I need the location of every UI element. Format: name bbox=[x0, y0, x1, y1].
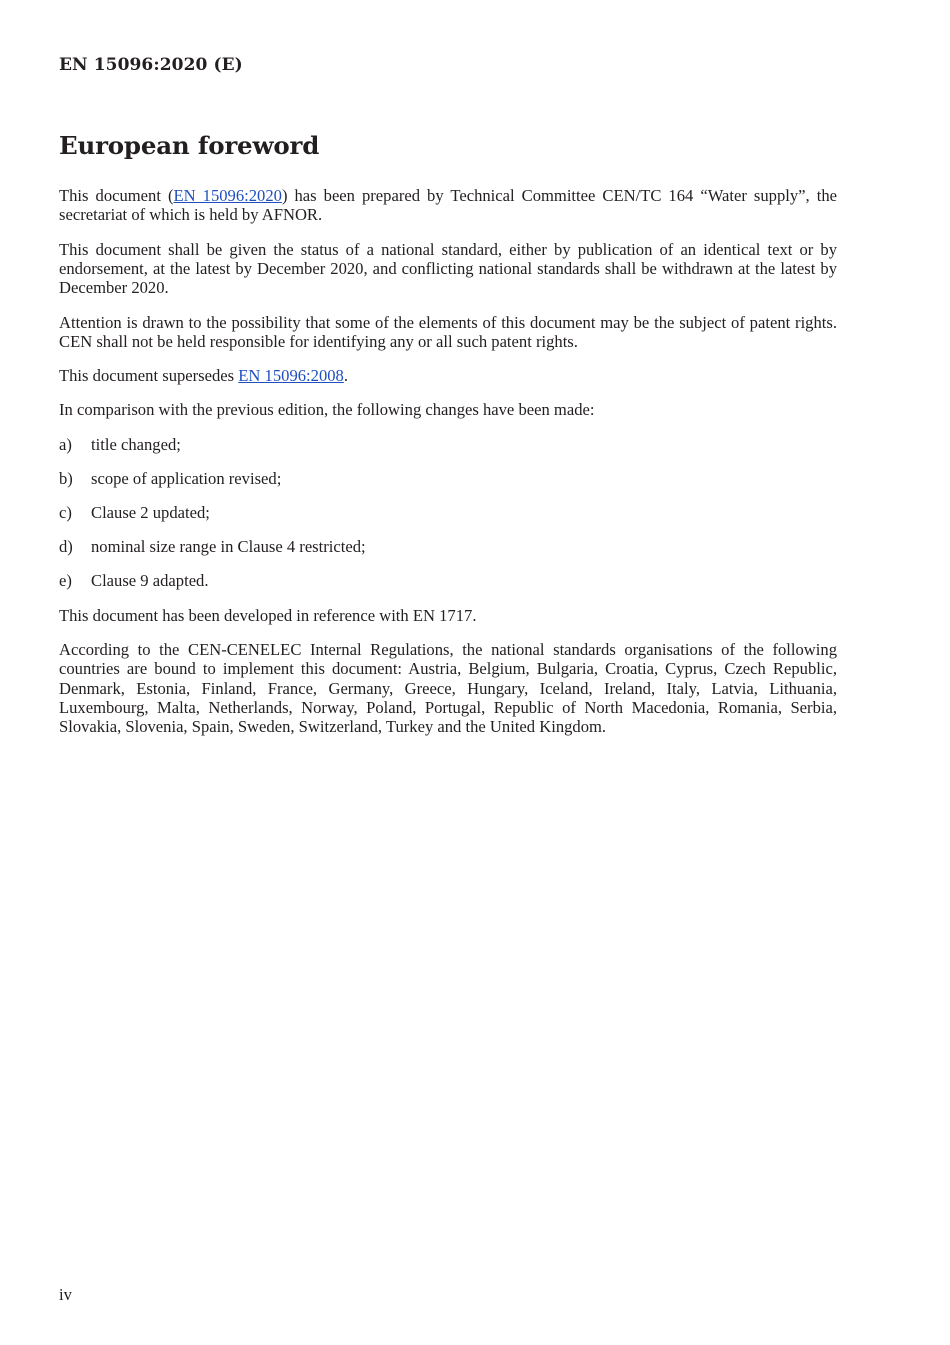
list-item-text: title changed; bbox=[91, 434, 181, 454]
paragraph-text: ) has been prepared by Technical Committee CEN/TC 164 “Water supply”, the secretariat of which is held by AFNOR. bbox=[59, 186, 837, 225]
paragraph-preparation bbox=[59, 186, 837, 225]
list-item bbox=[59, 469, 837, 488]
paragraph-patent: Attention is drawn to the possibility that some of the elements of this document may be the subject of patent rights. CEN shall not be held responsible for identifying any or all such patent rights. bbox=[59, 312, 837, 352]
paragraph-status: This document shall be given the status of a national standard, either by publication of an identical text or by endorsement, at the latest by December 2020, and conflicting national standards shall be withdrawn at the latest by December 2020. bbox=[59, 239, 837, 298]
paragraph-text: This document supersedes bbox=[59, 366, 239, 386]
list-item bbox=[59, 537, 837, 556]
list-item bbox=[59, 435, 837, 454]
list-marker: c) bbox=[59, 503, 72, 523]
page-number: iv bbox=[59, 1285, 72, 1304]
paragraph-text: This document ( bbox=[59, 186, 174, 205]
list-item-text: Clause 9 adapted. bbox=[91, 571, 209, 591]
list-marker: a) bbox=[59, 434, 72, 454]
changes-list bbox=[59, 435, 837, 591]
list-marker: b) bbox=[59, 468, 73, 488]
list-item bbox=[59, 571, 837, 590]
list-item bbox=[59, 503, 837, 522]
paragraph-changes-intro: In comparison with the previous edition, the following changes have been made: bbox=[59, 400, 595, 420]
standard-link-current[interactable]: EN 15096:2020 bbox=[173, 186, 282, 205]
paragraph-reference: This document has been developed in reference with EN 1717. bbox=[59, 605, 477, 625]
page-title: European foreword bbox=[59, 131, 320, 160]
list-item-text: nominal size range in Clause 4 restricted; bbox=[91, 537, 366, 557]
list-item-text: scope of application revised; bbox=[91, 468, 282, 488]
list-marker: d) bbox=[59, 537, 73, 557]
paragraph-text: . bbox=[343, 366, 348, 386]
paragraph-supersedes bbox=[59, 366, 837, 385]
list-marker: e) bbox=[59, 571, 72, 591]
list-item-text: Clause 2 updated; bbox=[91, 503, 210, 523]
standard-link-previous[interactable]: EN 15096:2008 bbox=[238, 366, 344, 386]
document-identifier: EN 15096:2020 (E) bbox=[59, 55, 243, 75]
foreword-body bbox=[59, 186, 837, 752]
paragraph-regulations: According to the CEN-CENELEC Internal Regulations, the national standards organisations of the following countries are bound to implement this document: Austria, Belgium, Bulgaria, Croatia, Cyprus, Czech Republic, Denmark, Estonia, Finland, France, Germany, Greece, Hungary, Iceland, Ireland, Italy, Latvia, Lithuania, Luxembourg, Malta, Netherlands, Norway, Poland, Portugal, Republic of North Macedonia, Romania, Serbia, Slovakia, Slovenia, Spain, Sweden, Switzerland, Turkey and the United Kingdom. bbox=[59, 639, 837, 737]
